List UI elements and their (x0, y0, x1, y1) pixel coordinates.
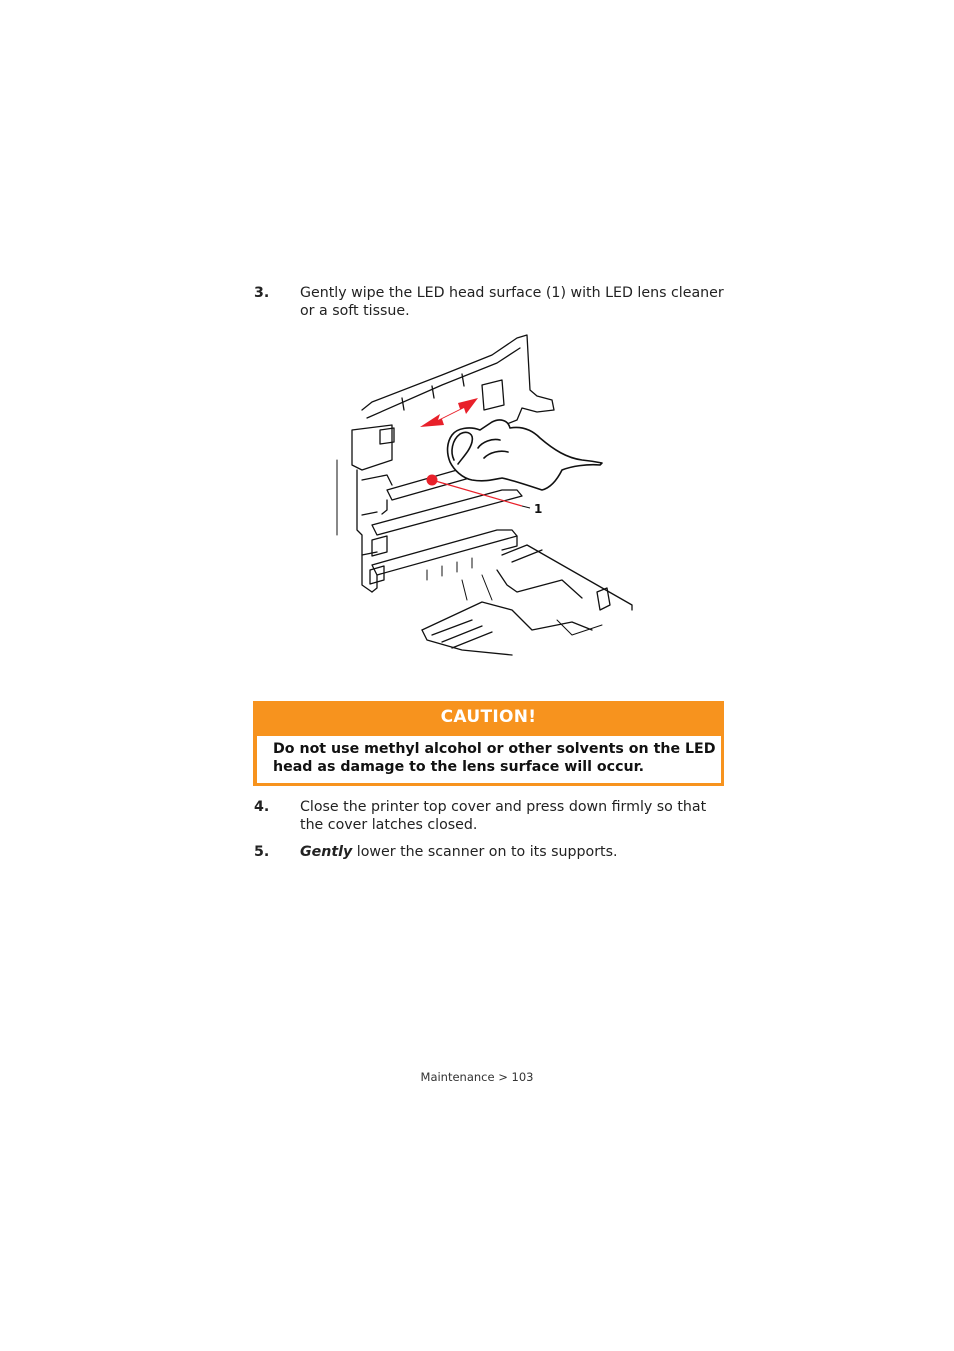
step-text: Close the printer top cover and press down firmly so that the cover latches closed. (300, 799, 707, 833)
step-number: 5. (254, 844, 270, 860)
step-number: 4. (254, 799, 270, 815)
page-number: 103 (511, 1070, 534, 1084)
step-number: 3. (254, 285, 270, 301)
step-emphasis: Gently (300, 844, 353, 860)
led-head-cleaning-illustration (332, 330, 637, 658)
step-text: Gently wipe the LED head surface (1) with LED lens cleaner or a soft tissue. (300, 285, 724, 319)
step-text-rest: lower the scanner on to its supports. (352, 844, 618, 860)
step-text (300, 843, 724, 861)
step-5 (254, 843, 724, 861)
caution-title: CAUTION! (440, 707, 537, 727)
callout-label: 1 (534, 502, 543, 516)
caution-box (253, 701, 724, 786)
step-4 (254, 798, 724, 834)
footer-section: Maintenance (420, 1070, 495, 1084)
step-3 (254, 284, 724, 320)
caution-text: Do not use methyl alcohol or other solvents on the LED head as damage to the lens surface will occur. (257, 736, 721, 783)
page-footer (0, 1070, 954, 1084)
footer-separator: > (498, 1070, 508, 1084)
